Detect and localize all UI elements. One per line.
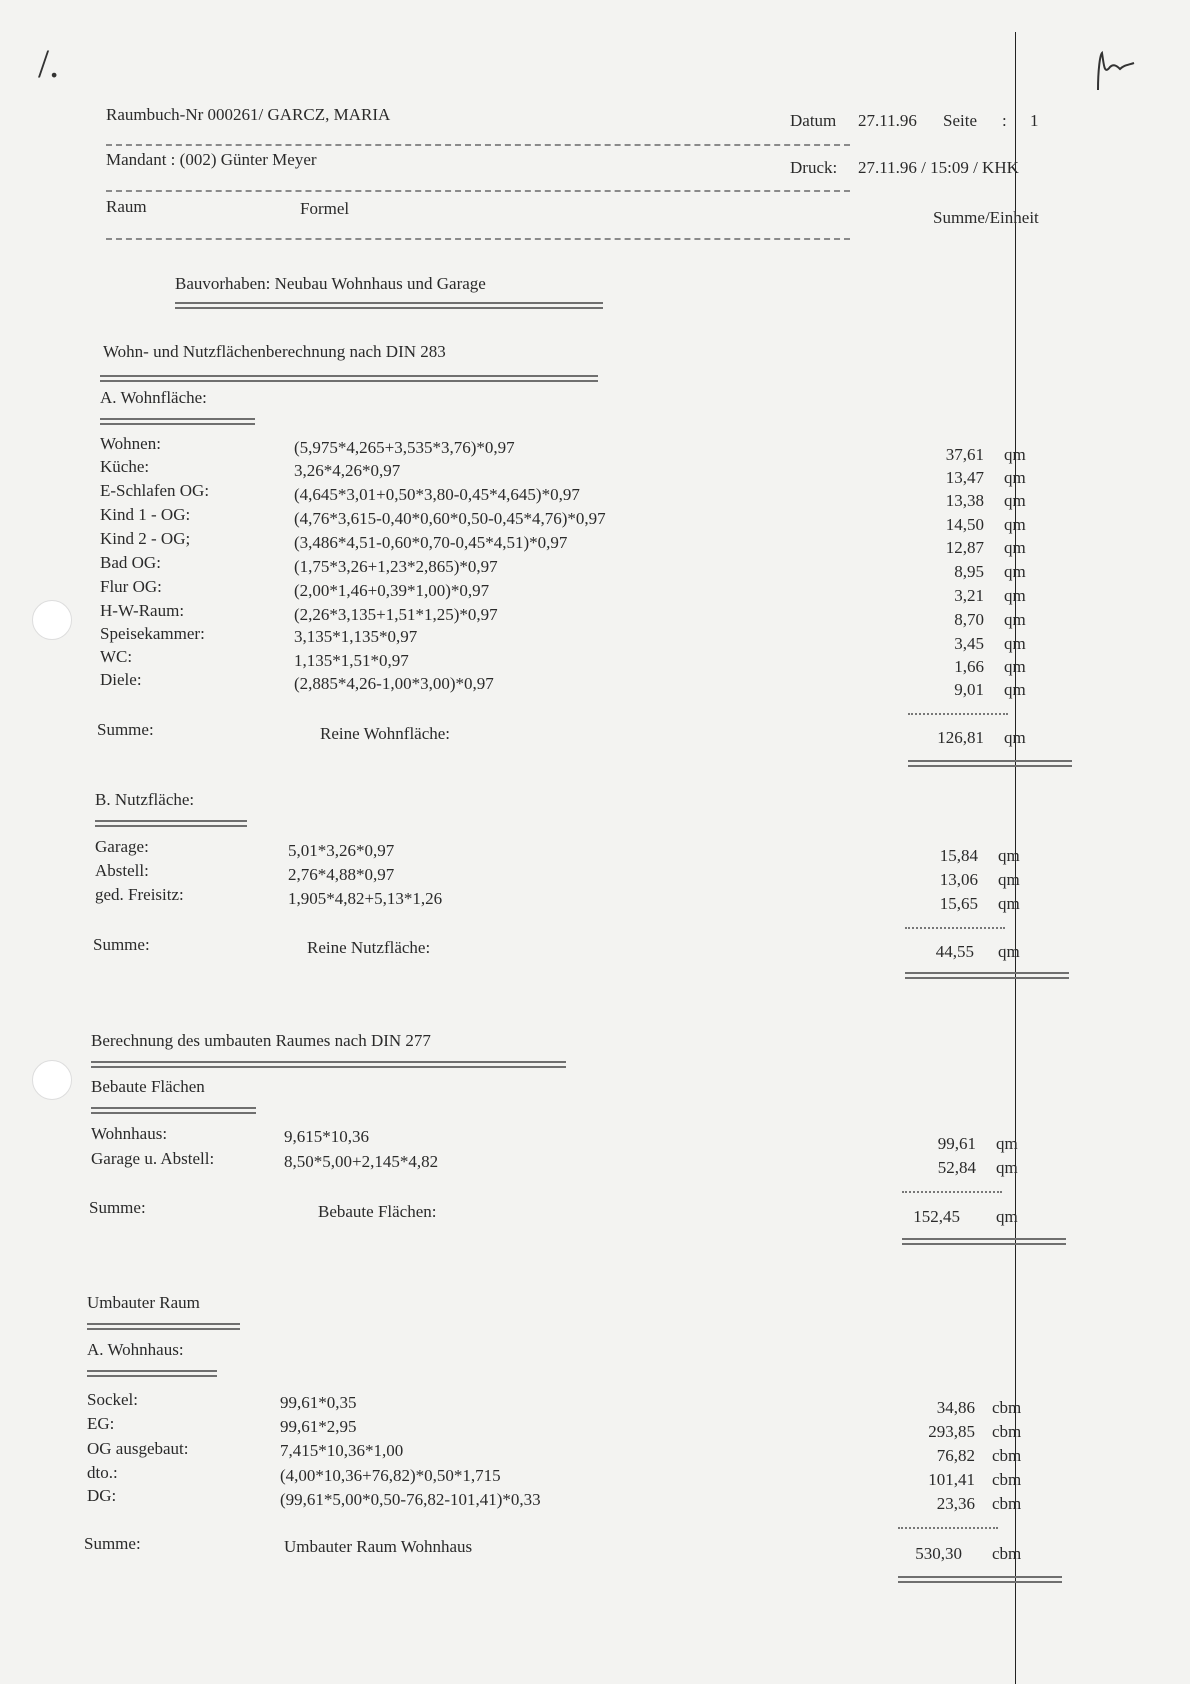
raum-cell: Garage u. Abstell: [91,1149,215,1168]
summe-text: Reine Wohnfläche: [320,724,451,743]
underline [87,1323,240,1330]
summe-einheit: qm [1004,728,1026,747]
formel-cell: 8,50*5,00+2,145*4,82 [284,1152,439,1171]
bauvorhaben: Bauvorhaben: Neubau Wohnhaus und Garage [175,274,486,293]
formel-cell: (4,645*3,01+0,50*3,80-0,45*4,645)*0,97 [294,485,580,504]
seite-label: Seite [943,111,977,130]
col-formel-header: Formel [300,199,350,218]
einheit-cell: cbm [992,1494,1022,1513]
datum-label: Datum [790,111,837,130]
wert-cell: 101,41 [928,1470,975,1489]
raum-cell: Garage: [95,837,149,856]
sum-divider [898,1527,998,1529]
formel-cell: 99,61*0,35 [280,1393,357,1412]
underline [87,1370,217,1377]
section1-title: Wohn- und Nutzflächenberechnung nach DIN 283 [103,342,446,361]
wert-cell: 8,95 [954,562,984,581]
bebaute-title: Bebaute Flächen [91,1077,205,1096]
einheit-cell: qm [996,1134,1018,1153]
raum-cell: Wohnhaus: [91,1124,168,1143]
wert-cell: 15,65 [939,894,978,913]
raum-cell: OG ausgebaut: [87,1439,189,1458]
formel-cell: (4,00*10,36+76,82)*0,50*1,715 [280,1466,501,1485]
formel-cell: 99,61*2,95 [280,1417,357,1436]
raum-cell: Speisekammer: [100,624,205,643]
summe-wert: 126,81 [937,728,984,747]
sum-double-underline [905,972,1069,979]
punch-hole [32,1060,72,1100]
wert-cell: 13,38 [945,491,984,510]
underline [175,302,603,309]
underline [100,375,598,382]
mandant: Mandant : (002) Günter Meyer [106,150,317,169]
nutzflaeche-title: B. Nutzfläche: [95,790,195,809]
summe-label: Summe: [93,935,150,954]
raum-cell: Küche: [100,457,150,476]
einheit-cell: qm [1004,586,1026,605]
einheit-cell: qm [1004,680,1026,699]
wert-cell: 37,61 [945,445,984,464]
wert-cell: 15,84 [939,846,978,865]
formel-cell: (5,975*4,265+3,535*3,76)*0,97 [294,438,515,457]
sum-double-underline [908,760,1072,767]
einheit-cell: qm [1004,491,1026,510]
raum-cell: Flur OG: [100,577,162,596]
wert-cell: 13,47 [945,468,984,487]
formel-cell: (2,885*4,26-1,00*3,00)*0,97 [294,674,494,693]
umbauter-title: Umbauter Raum [87,1293,200,1312]
formel-cell: 5,01*3,26*0,97 [288,841,395,860]
raum-cell: Bad OG: [100,553,161,572]
einheit-cell: qm [1004,634,1026,653]
underline [100,418,255,425]
underline [95,820,247,827]
sum-divider [902,1191,1002,1193]
header-divider [106,238,850,240]
wohnflaeche-title: A. Wohnfläche: [100,388,207,407]
einheit-cell: qm [1004,468,1026,487]
einheit-cell: qm [1004,610,1026,629]
handwritten-mark-icon: /. [38,41,60,86]
summe-wert: 44,55 [935,942,974,961]
summe-text: Umbauter Raum Wohnhaus [284,1537,473,1556]
raum-cell: E-Schlafen OG: [100,481,210,500]
formel-cell: 2,76*4,88*0,97 [288,865,395,884]
handwritten-signature-icon [1090,45,1140,95]
wert-cell: 3,45 [954,634,984,653]
sum-divider [905,927,1005,929]
formel-cell: (1,75*3,26+1,23*2,865)*0,97 [294,557,498,576]
formel-cell: 9,615*10,36 [284,1127,369,1146]
summe-label: Summe: [97,720,154,739]
wert-cell: 13,06 [939,870,978,889]
formel-cell: (99,61*5,00*0,50-76,82-101,41)*0,33 [280,1490,541,1509]
wert-cell: 293,85 [928,1422,975,1441]
summe-text: Bebaute Flächen: [318,1202,437,1221]
wert-cell: 3,21 [954,586,984,605]
einheit-cell: qm [1004,562,1026,581]
raum-cell: Kind 1 - OG: [100,505,191,524]
wert-cell: 9,01 [954,680,984,699]
wert-cell: 52,84 [937,1158,976,1177]
summe-einheit: cbm [992,1544,1022,1563]
druck-label: Druck: [790,158,838,177]
sum-double-underline [902,1238,1066,1245]
wert-cell: 23,36 [936,1494,975,1513]
header-divider [106,190,850,192]
formel-cell: 3,26*4,26*0,97 [294,461,401,480]
wert-cell: 14,50 [945,515,984,534]
einheit-cell: qm [998,894,1020,913]
summe-einheit: qm [998,942,1020,961]
summe-wert: 152,45 [913,1207,960,1226]
wert-cell: 12,87 [945,538,984,557]
col-raum-header: Raum [106,197,147,216]
raum-cell: DG: [87,1486,117,1505]
wert-cell: 99,61 [937,1134,976,1153]
seite-colon: : [1002,111,1007,130]
summe-wert: 530,30 [915,1544,962,1563]
summe-label: Summe: [84,1534,141,1553]
raumbuch-title: Raumbuch-Nr 000261/ GARCZ, MARIA [106,105,391,124]
einheit-cell: qm [998,846,1020,865]
col-summe-header: Summe/Einheit [933,208,1039,227]
raum-cell: H-W-Raum: [100,601,185,620]
summe-einheit: qm [996,1207,1018,1226]
summe-label: Summe: [89,1198,146,1217]
formel-cell: 3,135*1,135*0,97 [294,627,418,646]
seite-value: 1 [1030,111,1039,130]
wert-cell: 1,66 [954,657,984,676]
raum-cell: Kind 2 - OG; [100,529,191,548]
sum-double-underline [898,1576,1062,1583]
einheit-cell: qm [1004,445,1026,464]
druck-value: 27.11.96 / 15:09 / KHK [858,158,1019,177]
formel-cell: 1,905*4,82+5,13*1,26 [288,889,443,908]
header-divider [106,144,850,146]
einheit-cell: qm [998,870,1020,889]
summe-text: Reine Nutzfläche: [307,938,431,957]
wert-cell: 8,70 [954,610,984,629]
einheit-cell: qm [1004,515,1026,534]
raum-cell: Diele: [100,670,142,689]
raum-cell: Abstell: [95,861,149,880]
raum-cell: WC: [100,647,133,666]
einheit-cell: cbm [992,1470,1022,1489]
einheit-cell: cbm [992,1398,1022,1417]
punch-hole [32,600,72,640]
einheit-cell: qm [1004,657,1026,676]
einheit-cell: cbm [992,1446,1022,1465]
formel-cell: (2,00*1,46+0,39*1,00)*0,97 [294,581,490,600]
formel-cell: (4,76*3,615-0,40*0,60*0,50-0,45*4,76)*0,97 [294,509,606,528]
section2-title: Berechnung des umbauten Raumes nach DIN 277 [91,1031,431,1050]
wert-cell: 76,82 [936,1446,975,1465]
datum-value: 27.11.96 [858,111,917,130]
raum-cell: Wohnen: [100,434,161,453]
einheit-cell: qm [996,1158,1018,1177]
formel-cell: (3,486*4,51-0,60*0,70-0,45*4,51)*0,97 [294,533,568,552]
underline [91,1107,256,1114]
underline [91,1061,566,1068]
formel-cell: 7,415*10,36*1,00 [280,1441,404,1460]
raum-cell: Sockel: [87,1390,138,1409]
formel-cell: 1,135*1,51*0,97 [294,651,409,670]
raum-cell: dto.: [87,1463,118,1482]
wohnhaus-title: A. Wohnhaus: [87,1340,184,1359]
raum-cell: ged. Freisitz: [95,885,184,904]
einheit-cell: qm [1004,538,1026,557]
einheit-cell: cbm [992,1422,1022,1441]
wert-cell: 34,86 [936,1398,975,1417]
formel-cell: (2,26*3,135+1,51*1,25)*0,97 [294,605,498,624]
sum-divider [908,713,1008,715]
raum-cell: EG: [87,1414,115,1433]
